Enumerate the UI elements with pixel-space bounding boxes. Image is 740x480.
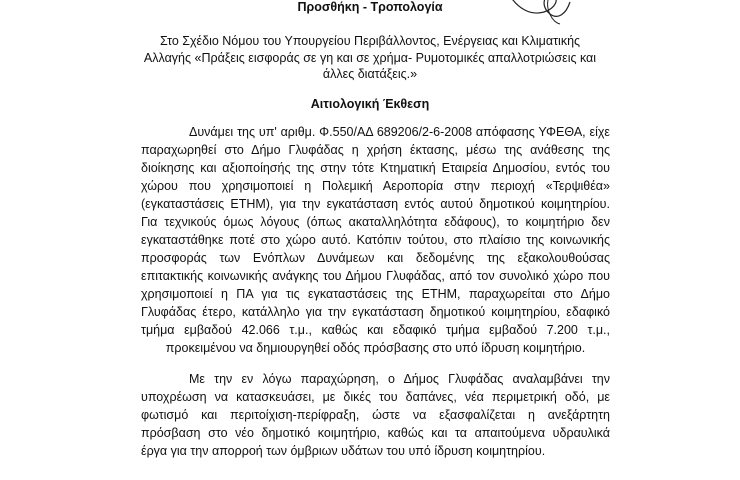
paragraph-line: επιτακτικής κοινωνικής ανάγκης του Δήμου Γλυφάδας, από τον συνολικό χώρο που xyxy=(141,269,610,283)
paragraph-line: Για τεχνικούς όμως λόγους (όπως ακαταλληλότητα εδάφους), το κοιμητήριο δεν xyxy=(141,215,610,229)
paragraph-line: υποχρέωση να κατασκευάσει, με δικές του δαπάνες, νέα περιμετρική οδό, με xyxy=(141,390,610,404)
paragraph-line: έργα για την απορροή των όμβριων υδάτων του υπό ίδρυση κοιμητηρίου. xyxy=(141,444,546,458)
paragraph-line: χώρου που χρησιμοποιεί η Πολεμική Αεροπορία στην περιοχή «Τερψιθέα» xyxy=(141,179,610,193)
paragraph-line: πρόσβαση στο νέο δημοτικό κοιμητήριο, καθώς και τα απαιτούμενα υδραυλικά xyxy=(141,426,610,440)
section-heading: Αιτιολογική Έκθεση xyxy=(310,97,430,111)
paragraph-line: εγκαταστάθηκε ποτέ στο χώρο αυτό. Κατόπιν τούτου, στο πλαίσιο της κοινωνικής xyxy=(141,233,610,247)
paragraph-line: προκειμένου να δημιουργηθεί οδός πρόσβασης στο υπό ίδρυση κοιμητήριο. xyxy=(165,341,586,355)
paragraph-line: Δυνάμει της υπ' αριθμ. Φ.550/ΑΔ 689206/2-6-2008 απόφασης ΥΦΕΘΑ, είχε xyxy=(189,125,610,139)
paragraph-line: (εγκαταστάσεις ΕΤΗΜ), για την εγκατάσταση εντός αυτού δημοτικού κοιμητηρίου. xyxy=(141,197,610,211)
paragraph-line: παραχωρηθεί στο Δήμο Γλυφάδας η χρήση έκτασης, μέσω της ανάθεσης της xyxy=(141,143,610,157)
paragraph-line: φωτισμό και περιτοίχιση-περίφραξη, ώστε να εξασφαλίζεται η ανεξάρτητη xyxy=(141,408,610,422)
paragraph-line: Γλυφάδας έτερο, κατάλληλο για την εγκατάσταση δημοτικού κοιμητηρίου, εδαφικό xyxy=(141,305,610,319)
paragraph-line: τμήμα εμβαδού 42.066 τ.μ., καθώς και εδαφικό τμήμα εμβαδού 7.200 τ.μ., xyxy=(141,323,610,337)
subject-line: Αλλαγής «Πράξεις εισφοράς σε γη και σε χρήμα- Ρυμοτομικές απαλλοτριώσεις και xyxy=(143,50,597,65)
paragraph-line: διοίκησης και αξιοποίησής της στην τότε Κτηματική Εταιρεία Δημοσίου, εντός του xyxy=(141,161,610,175)
paragraph-line: Με την εν λόγω παραχώρηση, ο Δήμος Γλυφάδας αναλαμβάνει την xyxy=(189,372,610,386)
document-title: Προσθήκη - Τροπολογία xyxy=(297,0,443,14)
bill-subject xyxy=(140,33,600,83)
subject-line: Στο Σχέδιο Νόμου του Υπουργείου Περιβάλλοντος, Ενέργειας και Κλιματικής xyxy=(159,34,581,48)
subject-line: άλλες διατάξεις.» xyxy=(322,67,418,81)
paragraph-line: χρησιμοποιεί η ΠΑ για τις εγκαταστάσεις της ΕΤΗΜ, παραχωρείται στο Δήμο xyxy=(141,287,610,301)
paragraph-line: προσφοράς των Ενόπλων Δυνάμεων και δεδομένης της εξακολουθούσας xyxy=(141,251,610,265)
